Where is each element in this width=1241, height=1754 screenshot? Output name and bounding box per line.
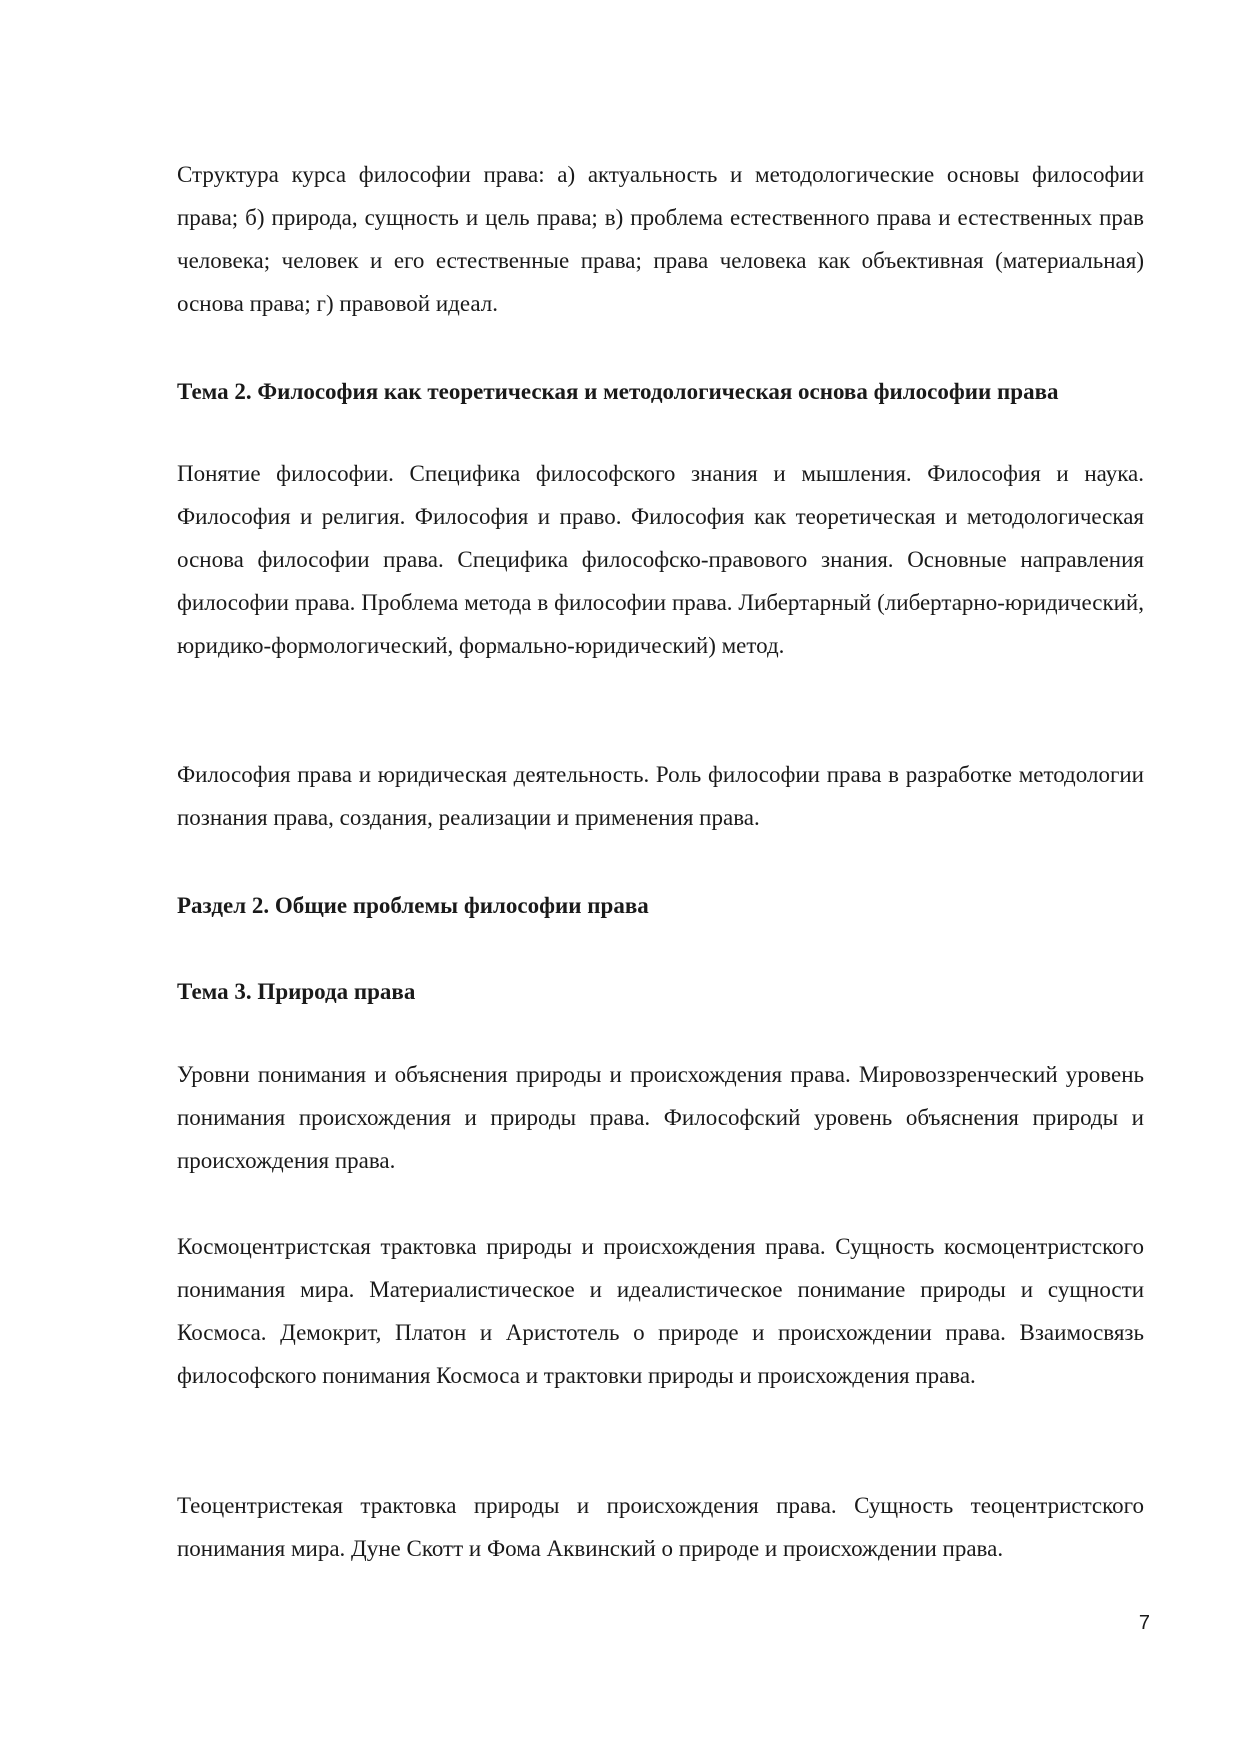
paragraph-course-structure: Структура курса философии права: а) актуальность и методологические основы философии права; б) природа, сущность и цель права; в) проблема естественного права и естественных прав человека; человек и его естественные права; права человека как объективная (материальная) основа права; г) правовой идеал. xyxy=(177,162,1144,316)
page-number: 7 xyxy=(1138,1612,1150,1634)
paragraph-philosophy-concept: Понятие философии. Специфика философского знания и мышления. Философия и наука. Философия и религия. Философия и право. Философия как теоретическая и методологическая основа философии права. Специфика философско-правового знания. Основные направления философии права. Проблема метода в философии права. Либертарный (либертарно-юридический, юридико-формологический, формально-юридический) метод. xyxy=(177,461,1144,658)
paragraph-legal-activity: Философия права и юридическая деятельность. Роль философии права в разработке методологии познания права, создания, реализации и применения права. xyxy=(177,762,1144,830)
paragraph-theocentric: Теоцентристекая трактовка природы и происхождения права. Сущность теоцентристского понимания мира. Дуне Скотт и Фома Аквинский о природе и происхождении права. xyxy=(177,1493,1144,1561)
paragraph-cosmocentric: Космоцентристская трактовка природы и происхождения права. Сущность космоцентристского понимания мира. Материалистическое и идеалистическое понимание природы и сущности Космоса. Демокрит, Платон и Аристотель о природе и происхождении права. Взаимосвязь философского понимания Космоса и трактовки природы и происхождения права. xyxy=(177,1234,1144,1388)
heading-topic-2: Тема 2. Философия как теоретическая и методологическая основа философии права xyxy=(177,379,1059,404)
paragraph-levels-of-understanding: Уровни понимания и объяснения природы и происхождения права. Мировоззренческий уровень понимания происхождения и природы права. Философский уровень объяснения природы и происхождения права. xyxy=(177,1062,1144,1173)
heading-topic-3: Тема 3. Природа права xyxy=(177,979,416,1004)
heading-section-2: Раздел 2. Общие проблемы философии права xyxy=(177,893,649,918)
